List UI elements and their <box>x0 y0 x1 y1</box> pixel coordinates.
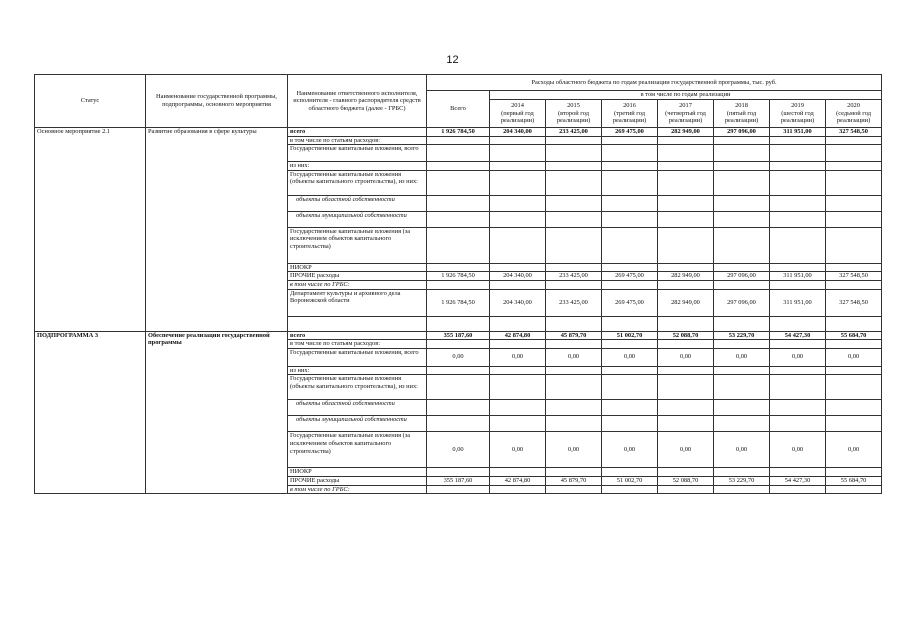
header-year-2015 <box>546 100 602 128</box>
header-year-2017 <box>658 100 714 128</box>
header-year-label: (первый год реализации) <box>500 109 535 125</box>
value-year <box>602 416 658 432</box>
value-year <box>770 366 826 375</box>
value-year <box>714 485 770 494</box>
header-year-number: 2019 <box>791 102 804 110</box>
value-year <box>490 211 546 227</box>
value-year <box>714 375 770 400</box>
value-year <box>490 136 546 145</box>
value-year: 327 548,50 <box>826 128 882 137</box>
block-name: Обеспечение реализации государственной программы <box>146 331 288 494</box>
value-year <box>770 416 826 432</box>
value-year <box>770 136 826 145</box>
value-total: 1 926 784,50 <box>427 289 490 316</box>
header-row-1 <box>35 75 882 91</box>
value-year <box>602 485 658 494</box>
value-year <box>826 145 882 162</box>
value-total: 0,00 <box>427 348 490 366</box>
value-year: 233 425,00 <box>546 272 602 281</box>
value-total <box>427 195 490 211</box>
header-year-label: (второй год реализации) <box>556 109 591 125</box>
value-year: 233 425,00 <box>546 128 602 137</box>
value-year <box>658 340 714 349</box>
value-year <box>826 195 882 211</box>
value-year <box>826 400 882 416</box>
value-year: 0,00 <box>714 432 770 468</box>
value-year <box>826 366 882 375</box>
value-year <box>602 195 658 211</box>
value-year <box>546 280 602 289</box>
value-year <box>490 468 546 477</box>
value-year: 51 002,70 <box>602 331 658 340</box>
header-year-2014 <box>490 100 546 128</box>
value-year: 282 949,00 <box>658 289 714 316</box>
value-year <box>490 227 546 263</box>
value-year <box>546 136 602 145</box>
value-year <box>826 485 882 494</box>
value-year: 233 425,00 <box>546 289 602 316</box>
value-year <box>602 375 658 400</box>
value-year: 269 475,00 <box>602 128 658 137</box>
value-year: 45 879,70 <box>546 476 602 485</box>
value-year <box>826 263 882 272</box>
value-year <box>490 340 546 349</box>
value-year <box>826 170 882 195</box>
header-year-2016 <box>602 100 658 128</box>
value-year <box>546 145 602 162</box>
row-label: Государственные капитальные вложения (за исключением объектов капитального строительства) <box>288 432 427 468</box>
empty-cell <box>546 316 602 331</box>
value-year: 297 096,00 <box>714 272 770 281</box>
value-year <box>770 195 826 211</box>
value-total <box>427 366 490 375</box>
value-year <box>546 375 602 400</box>
value-year <box>602 211 658 227</box>
value-total <box>427 145 490 162</box>
row-label: объекты областной собственности <box>288 195 427 211</box>
value-year <box>546 366 602 375</box>
empty-cell <box>288 316 427 331</box>
value-year <box>490 145 546 162</box>
value-total <box>427 400 490 416</box>
value-year <box>658 416 714 432</box>
value-year <box>714 211 770 227</box>
row-label: Государственные капитальные вложения (объекты капитального строительства), из них: <box>288 170 427 195</box>
empty-cell <box>490 316 546 331</box>
value-total <box>427 485 490 494</box>
value-total <box>427 227 490 263</box>
row-label: НИОКР <box>288 468 427 477</box>
value-year: 53 229,70 <box>714 331 770 340</box>
value-year: 0,00 <box>826 432 882 468</box>
value-year: 52 088,70 <box>658 331 714 340</box>
block-name: Развитие образования в сфере культуры <box>146 128 288 332</box>
value-year <box>546 195 602 211</box>
value-year <box>546 170 602 195</box>
value-year <box>770 263 826 272</box>
value-year <box>714 366 770 375</box>
value-year: 0,00 <box>714 348 770 366</box>
header-year-2018 <box>714 100 770 128</box>
header-executor: Наименование ответственного исполнителя, исполнителя - главного распорядителя средств областного бюджета (далее - ГРБС) <box>288 75 427 128</box>
header-including-years: в том числе по годам реализации <box>490 91 882 100</box>
value-total <box>427 170 490 195</box>
value-year <box>658 195 714 211</box>
table-row <box>35 331 882 340</box>
empty-cell <box>602 316 658 331</box>
block-status: ПОДПРОГРАММА 3 <box>35 331 146 494</box>
value-year: 55 684,70 <box>826 476 882 485</box>
value-total <box>427 211 490 227</box>
value-year <box>714 227 770 263</box>
header-total: Всего <box>427 91 490 128</box>
value-total <box>427 263 490 272</box>
row-label: объекты муниципальной собственности <box>288 416 427 432</box>
value-year: 311 951,00 <box>770 289 826 316</box>
value-year <box>770 375 826 400</box>
row-label: ПРОЧИЕ расходы <box>288 476 427 485</box>
header-year-number: 2020 <box>847 102 860 110</box>
row-label: в том числе по статьям расходов: <box>288 136 427 145</box>
value-year: 0,00 <box>602 432 658 468</box>
value-year <box>658 211 714 227</box>
value-year: 311 951,00 <box>770 128 826 137</box>
value-year: 55 684,70 <box>826 331 882 340</box>
value-year: 0,00 <box>770 432 826 468</box>
value-year <box>714 340 770 349</box>
value-year <box>658 468 714 477</box>
value-year <box>770 162 826 171</box>
value-year <box>770 485 826 494</box>
value-total: 355 187,60 <box>427 476 490 485</box>
value-year: 0,00 <box>602 348 658 366</box>
value-year: 52 088,70 <box>658 476 714 485</box>
value-year <box>714 195 770 211</box>
value-year <box>658 366 714 375</box>
value-year: 54 427,30 <box>770 331 826 340</box>
value-year: 204 340,00 <box>490 272 546 281</box>
value-year: 269 475,00 <box>602 272 658 281</box>
value-year <box>826 162 882 171</box>
value-year: 0,00 <box>770 348 826 366</box>
header-year-number: 2018 <box>735 102 748 110</box>
row-label: Государственные капитальные вложения, всего <box>288 145 427 162</box>
value-year <box>826 227 882 263</box>
value-year <box>490 485 546 494</box>
row-label: в том числе по ГРБС: <box>288 280 427 289</box>
table-row <box>35 128 882 137</box>
value-total: 1 926 784,50 <box>427 272 490 281</box>
value-year <box>826 375 882 400</box>
value-year <box>602 468 658 477</box>
header-status: Статус <box>35 75 146 128</box>
value-year: 282 949,00 <box>658 272 714 281</box>
block-status: Основное мероприятие 2.1 <box>35 128 146 332</box>
row-label: в том числе по статьям расходов: <box>288 340 427 349</box>
value-year: 204 340,00 <box>490 128 546 137</box>
row-label: объекты муниципальной собственности <box>288 211 427 227</box>
value-total <box>427 136 490 145</box>
value-year: 53 229,70 <box>714 476 770 485</box>
value-year <box>770 145 826 162</box>
header-year-2020 <box>826 100 882 128</box>
header-year-label: (седьмой год реализации) <box>836 109 872 125</box>
value-year <box>770 468 826 477</box>
value-year: 327 548,50 <box>826 289 882 316</box>
header-year-number: 2015 <box>567 102 580 110</box>
value-year <box>490 400 546 416</box>
header-year-label: (шестой год реализации) <box>780 109 815 125</box>
value-year: 45 879,70 <box>546 331 602 340</box>
value-year <box>602 340 658 349</box>
value-year <box>714 162 770 171</box>
value-total: 1 926 784,50 <box>427 128 490 137</box>
value-year: 204 340,00 <box>490 289 546 316</box>
value-year: 42 874,80 <box>490 331 546 340</box>
value-year <box>602 366 658 375</box>
value-year <box>714 170 770 195</box>
value-total <box>427 416 490 432</box>
value-year: 0,00 <box>546 432 602 468</box>
header-year-number: 2017 <box>679 102 692 110</box>
value-total: 355 187,60 <box>427 331 490 340</box>
row-label: Государственные капитальные вложения, всего <box>288 348 427 366</box>
value-year <box>770 400 826 416</box>
value-year <box>714 280 770 289</box>
value-year <box>714 400 770 416</box>
value-total <box>427 375 490 400</box>
value-year: 327 548,50 <box>826 272 882 281</box>
value-year: 54 427,30 <box>770 476 826 485</box>
row-label: объекты областной собственности <box>288 400 427 416</box>
value-year <box>602 162 658 171</box>
value-year <box>546 400 602 416</box>
empty-cell <box>427 316 490 331</box>
row-label: из них: <box>288 162 427 171</box>
header-year-number: 2016 <box>623 102 636 110</box>
row-label: всего <box>288 331 427 340</box>
value-year <box>826 468 882 477</box>
value-year: 282 949,00 <box>658 128 714 137</box>
value-year <box>490 162 546 171</box>
value-total <box>427 162 490 171</box>
value-year <box>658 170 714 195</box>
header-year-2019 <box>770 100 826 128</box>
value-year <box>490 375 546 400</box>
value-year <box>602 280 658 289</box>
value-year <box>826 136 882 145</box>
value-year <box>826 211 882 227</box>
header-year-number: 2014 <box>511 102 524 110</box>
value-year <box>490 170 546 195</box>
value-year <box>490 280 546 289</box>
value-year <box>658 400 714 416</box>
value-year <box>770 211 826 227</box>
value-total <box>427 340 490 349</box>
header-program-name: Наименование государственной программы, подпрограммы, основного мероприятия <box>146 75 288 128</box>
value-year <box>546 227 602 263</box>
value-year <box>490 366 546 375</box>
value-year <box>546 211 602 227</box>
value-year <box>602 400 658 416</box>
value-year <box>658 162 714 171</box>
value-year <box>658 227 714 263</box>
value-year <box>602 227 658 263</box>
value-year <box>826 280 882 289</box>
row-label: ПРОЧИЕ расходы <box>288 272 427 281</box>
value-year <box>714 136 770 145</box>
value-year <box>770 227 826 263</box>
value-year <box>658 280 714 289</box>
value-year <box>546 340 602 349</box>
value-year <box>658 145 714 162</box>
value-year <box>770 170 826 195</box>
row-label: Государственные капитальные вложения (объекты капитального строительства), из них: <box>288 375 427 400</box>
row-label: всего <box>288 128 427 137</box>
value-year <box>714 468 770 477</box>
header-year-label: (четвертый год реализации) <box>665 109 706 125</box>
value-year: 0,00 <box>490 348 546 366</box>
value-year: 0,00 <box>490 432 546 468</box>
value-year <box>490 416 546 432</box>
value-year <box>546 416 602 432</box>
value-year <box>658 136 714 145</box>
row-label: Департамент культуры и архивного дела Воронежской области <box>288 289 427 316</box>
value-year: 51 002,70 <box>602 476 658 485</box>
value-year: 0,00 <box>546 348 602 366</box>
empty-cell <box>714 316 770 331</box>
empty-cell <box>770 316 826 331</box>
value-year <box>602 145 658 162</box>
value-year <box>602 136 658 145</box>
value-year: 0,00 <box>826 348 882 366</box>
value-year <box>546 485 602 494</box>
value-year: 297 096,00 <box>714 289 770 316</box>
empty-cell <box>658 316 714 331</box>
value-year <box>546 468 602 477</box>
value-year <box>826 340 882 349</box>
value-year <box>490 263 546 272</box>
value-year <box>658 485 714 494</box>
value-year: 311 951,00 <box>770 272 826 281</box>
header-year-label: (третий год реализации) <box>612 109 647 125</box>
empty-cell <box>826 316 882 331</box>
value-year: 42 874,80 <box>490 476 546 485</box>
row-label: из них: <box>288 366 427 375</box>
value-year <box>714 145 770 162</box>
value-year <box>658 263 714 272</box>
value-year <box>546 263 602 272</box>
value-year <box>770 280 826 289</box>
value-year: 269 475,00 <box>602 289 658 316</box>
value-year <box>770 340 826 349</box>
value-year: 297 096,00 <box>714 128 770 137</box>
header-year-label: (пятый год реализации) <box>724 109 759 125</box>
value-year: 0,00 <box>658 432 714 468</box>
value-total <box>427 468 490 477</box>
value-year <box>546 162 602 171</box>
value-year <box>826 416 882 432</box>
row-label: НИОКР <box>288 263 427 272</box>
row-label: в том числе по ГРБС: <box>288 485 427 494</box>
value-year <box>714 263 770 272</box>
budget-table <box>34 74 882 494</box>
value-total <box>427 280 490 289</box>
value-year <box>602 170 658 195</box>
value-year: 0,00 <box>658 348 714 366</box>
header-expenses-title: Расходы областного бюджета по годам реализации государственной программы, тыс. руб. <box>427 75 882 91</box>
row-label: Государственные капитальные вложения (за исключением объектов капитального строительства) <box>288 227 427 263</box>
value-total: 0,00 <box>427 432 490 468</box>
value-year <box>602 263 658 272</box>
value-year <box>490 195 546 211</box>
value-year <box>658 375 714 400</box>
page-number: 12 <box>446 54 459 66</box>
value-year <box>714 416 770 432</box>
